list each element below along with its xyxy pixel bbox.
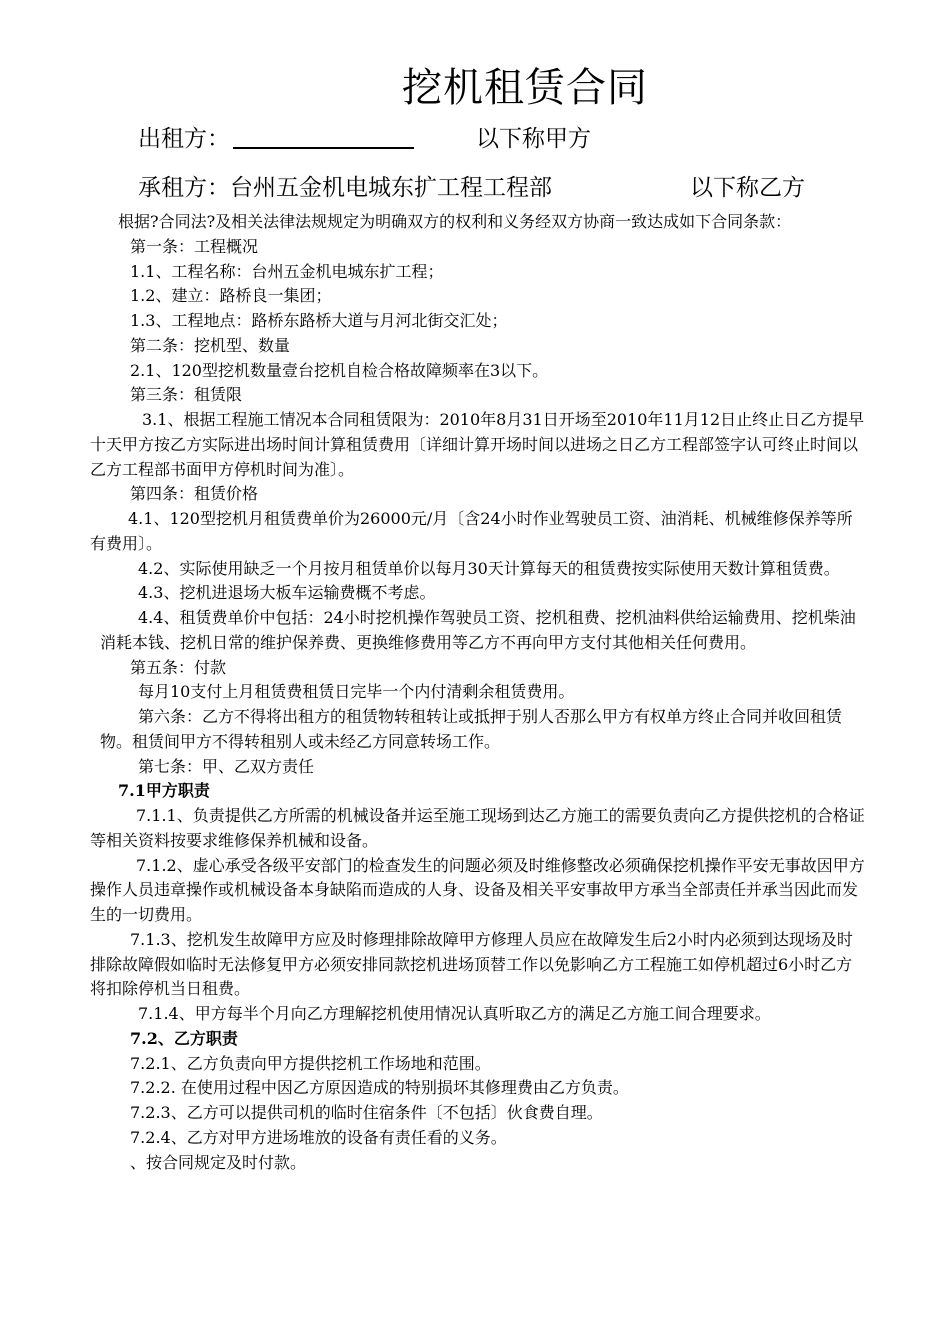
clause-7-1-3: 7.1.3、挖机发生故障甲方应及时修理排除故障甲方修理人员应在故障发生后2小时内必须到达现场及时排除故障假如临时无法修复甲方必须安排同款挖机进场顶替工作以免影响乙方工程施工如停机超过6小时乙方将扣除停机当日租费。: [90, 929, 853, 999]
clause-2-1: 2.1、120型挖机数量壹台挖机自检合格故障频率在3以下。: [130, 360, 549, 380]
lessor-suffix: 以下称甲方: [476, 126, 591, 152]
preamble: 根据?合同法?及相关法律法规规定为明确双方的权利和义务经双方协商一致达成如下合同条款：: [118, 212, 792, 231]
clause-timely-payment: 、按合同规定及时付款。: [130, 1152, 307, 1172]
clause-7-1-1: 7.1.1、负责提供乙方所需的机械设备并运至施工现场到达乙方施工的需要负责向乙方提供挖机的合格证等相关资料按要求维修保养机械和设备。: [90, 806, 865, 850]
clause-1-1: 1.1、工程名称：台州五金机电城东扩工程；: [130, 261, 444, 281]
article-7-heading: 第七条：甲、乙双方责任: [138, 756, 315, 776]
clause-1-2: 1.2、建立：路桥良一集团；: [130, 286, 332, 306]
article-4-heading: 第四条：租赁价格: [130, 484, 259, 504]
article-6: 第六条：乙方不得将出租方的租赁物转租转让或抵押于别人否那么甲方有权单方终止合同并收回租赁物。租赁间甲方不得转租别人或未经乙方同意转场工作。: [100, 707, 843, 751]
clause-7-2-4: 7.2.4、乙方对甲方进场堆放的设备有责任看的义务。: [130, 1127, 507, 1147]
clause-7-1-4: 7.1.4、甲方每半个月向乙方理解挖机使用情况认真听取乙方的满足乙方施工间合理要求。: [138, 1004, 771, 1023]
article-3-heading: 第三条：租赁限: [130, 385, 243, 405]
lessor-label: 出租方：: [138, 126, 230, 152]
article-2-heading: 第二条：挖机型、数量: [130, 335, 291, 355]
clause-4-4: 4.4、租赁费单价中包括：24小时挖机操作驾驶员工资、挖机租费、挖机油料供给运输费用、挖机柴油消耗本钱、挖机日常的维护保养费、更换维修费用等乙方不再向甲方支付其他相关任何费用。: [100, 608, 856, 652]
clause-4-3: 4.3、挖机进退场大板车运输费概不考虑。: [138, 583, 436, 603]
lessee-suffix: 以下称乙方: [690, 175, 805, 201]
clause-7-2-3: 7.2.3、乙方可以提供司机的临时住宿条件〔不包括〕伙食费自理。: [130, 1103, 603, 1122]
clause-4-1: 4.1、120型挖机月租赁费单价为26000元/月〔含24小时作业驾驶员工资、油消耗、机械维修保养等所有费用〕。: [90, 509, 853, 553]
article-1-heading: 第一条：工程概况: [130, 236, 259, 256]
payment-clause: 每月10支付上月租赁费租赁日完毕一个内付清剩余租赁费用。: [138, 682, 575, 702]
clause-4-2: 4.2、实际使用缺乏一个月按月租赁单价以每月30天计算每天的租赁费按实际使用天数计算租赁费。: [138, 558, 840, 578]
contract-body: [90, 210, 865, 1175]
lessee-label: 承租方：台州五金机电城东扩工程工程部: [138, 175, 552, 201]
section-7-2-heading: 7.2、乙方职责: [130, 1028, 238, 1048]
clause-3-1: 3.1、根据工程施工情况本合同租赁限为：2010年8月31日开场至2010年11月12日止终止日乙方提早十天甲方按乙方实际进出场时间计算租赁费用〔详细计算开场时间以进场之日乙方工程部签字认可终止时间以乙方工程部书面甲方停机时间为准〕。: [90, 410, 865, 479]
lessor-blank-line: [233, 147, 414, 149]
clause-7-2-2: 7.2.2. 在使用过程中因乙方原因造成的特别损坏其修理费由乙方负责。: [130, 1078, 629, 1098]
clause-7-2-1: 7.2.1、乙方负责向甲方提供挖机工作场地和范围。: [130, 1053, 491, 1073]
document-title: 挖机租赁合同: [402, 65, 648, 111]
clause-1-3: 1.3、工程地点：路桥东路桥大道与月河北街交汇处；: [130, 311, 508, 330]
section-7-1-heading: 7.1甲方职责: [118, 781, 210, 801]
article-5-heading: 第五条：付款: [130, 657, 227, 677]
clause-7-1-2: 7.1.2、虚心承受各级平安部门的检查发生的问题必须及时维修整改必须确保挖机操作平安无事故因甲方操作人员违章操作或机械设备本身缺陷而造成的人身、设备及相关平安事故甲方承当全部责任并承当因此而发生的一切费用。: [90, 855, 865, 924]
